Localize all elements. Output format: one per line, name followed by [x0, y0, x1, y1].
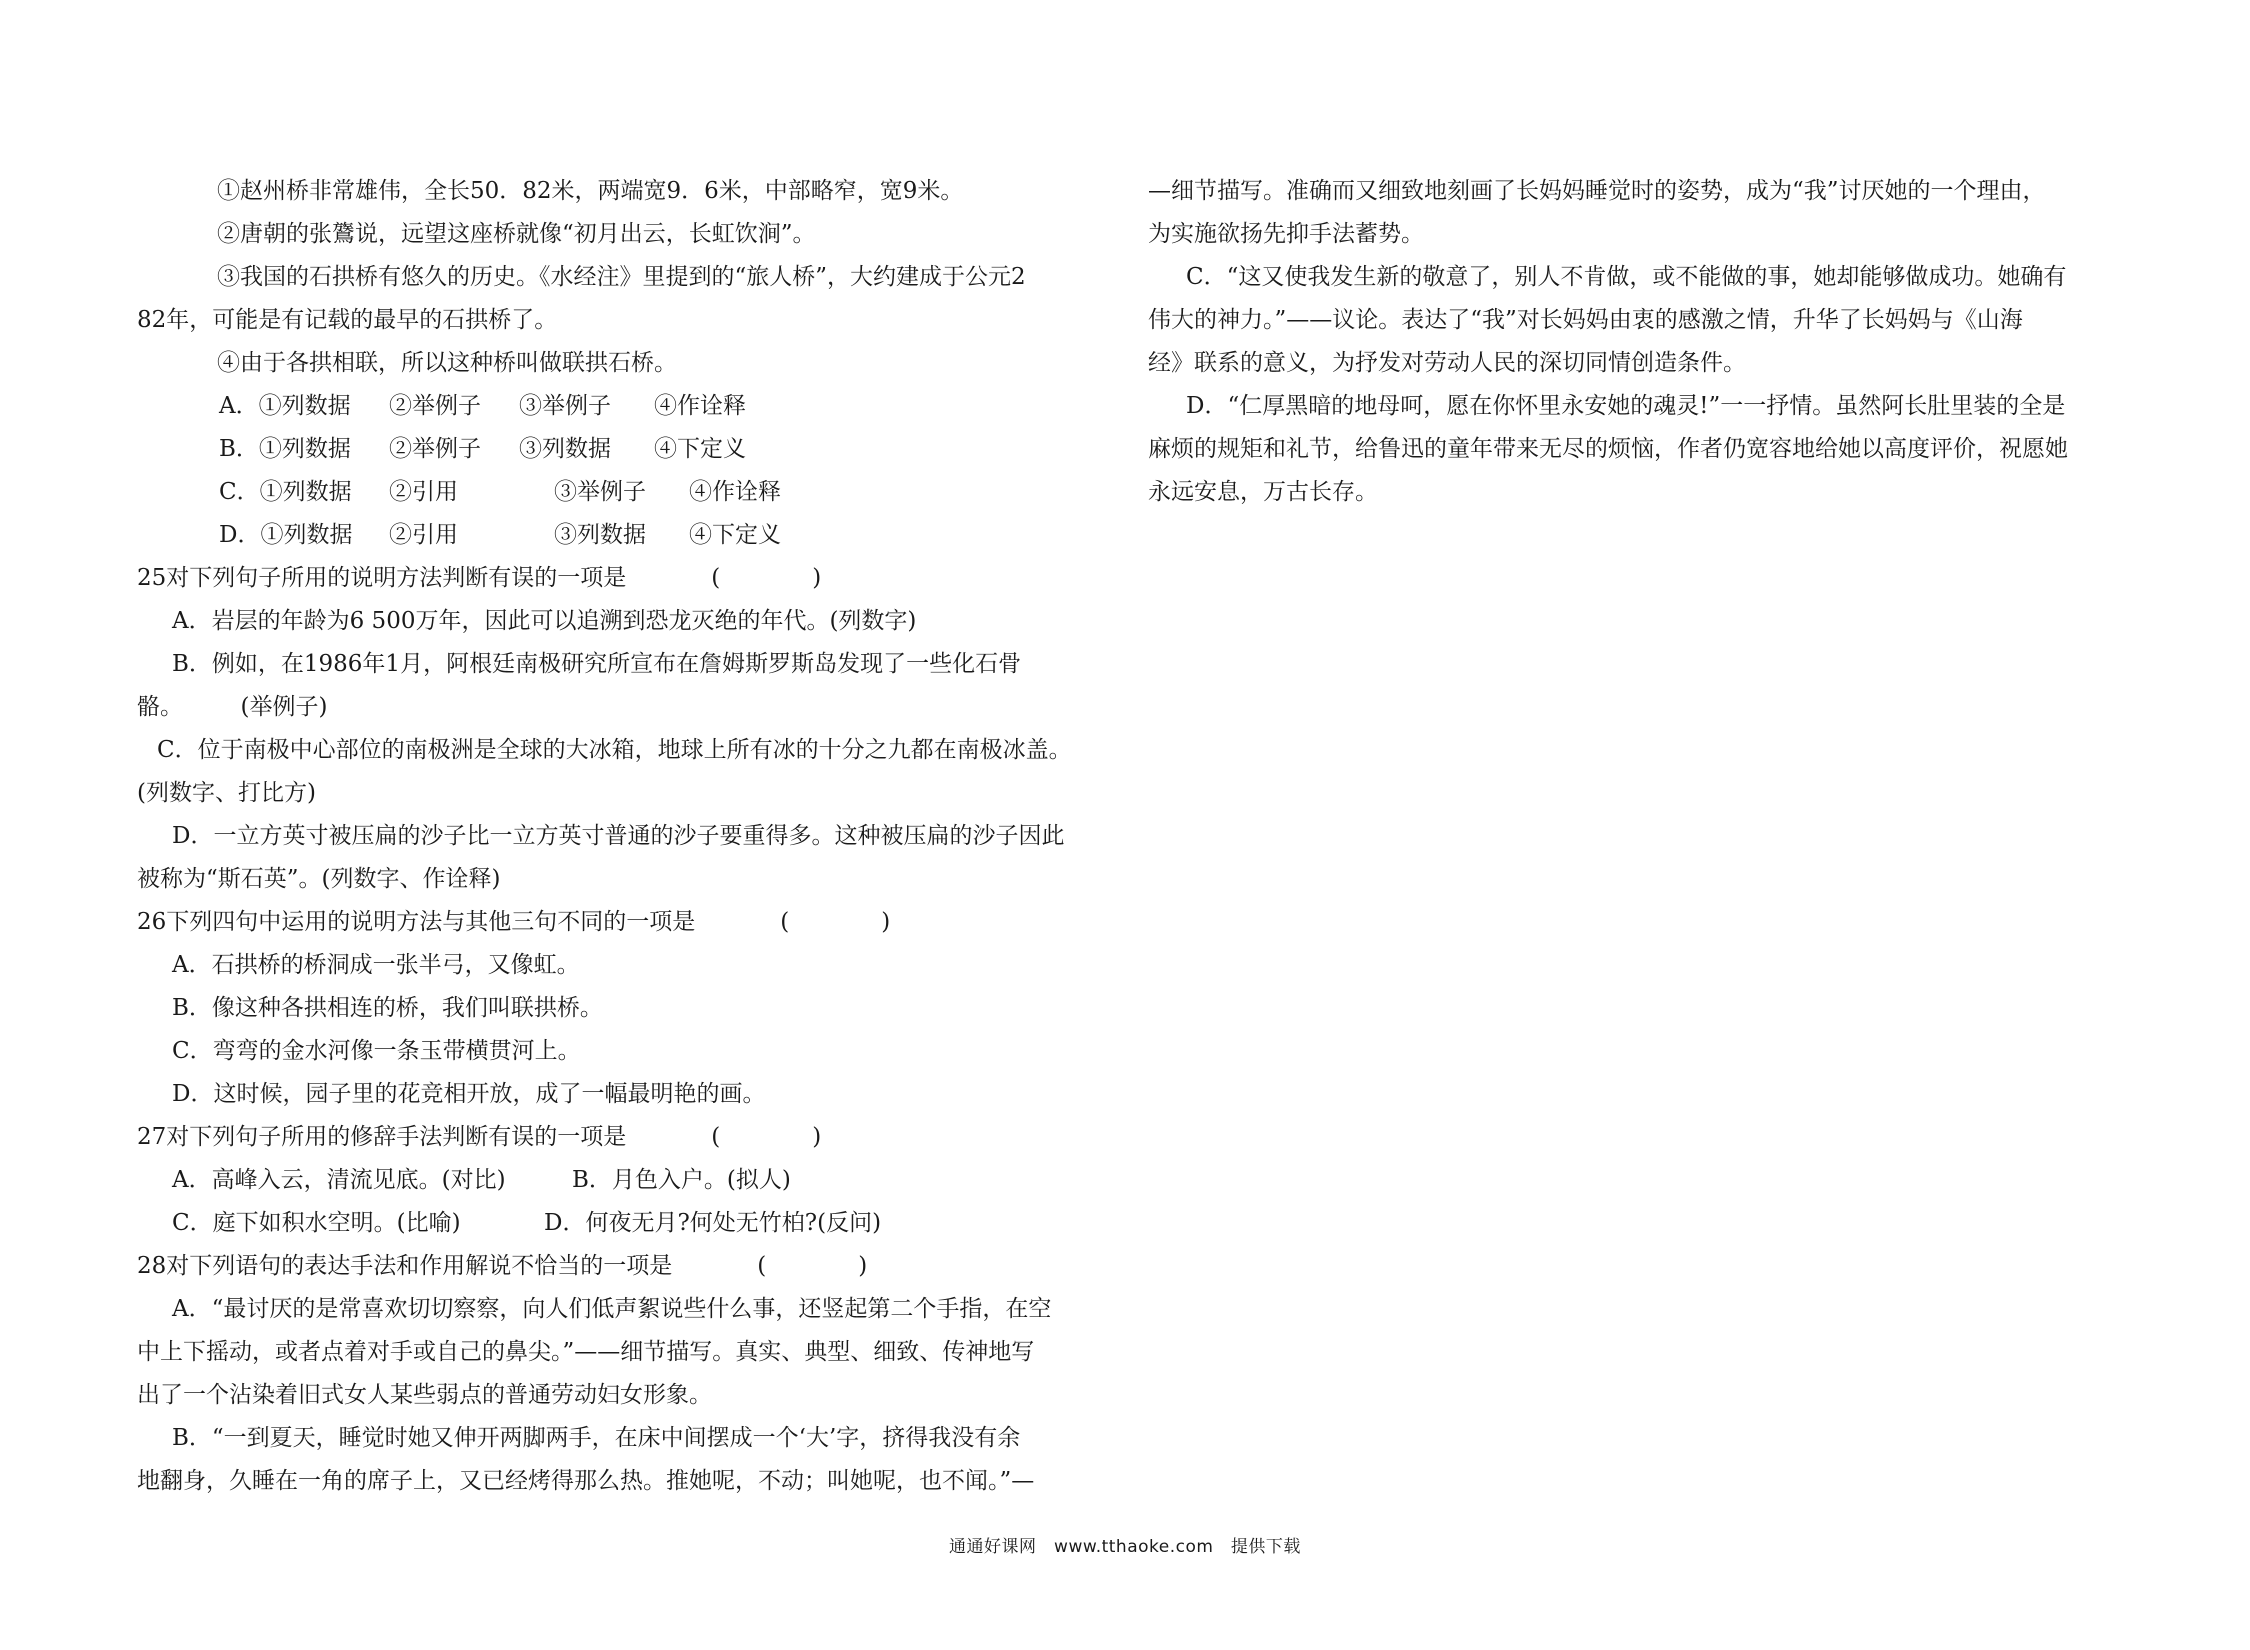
option-part-4: ④下定义: [689, 522, 781, 548]
q28-option-c-cont: 伟大的神力。”——议论。表达了“我”对长妈妈由衷的感激之情，升华了长妈妈与《山海: [1148, 307, 2023, 333]
q28-option-c[interactable]: C．“这又使我发生新的敬意了，别人不肯做，或不能做的事，她却能够做成功。她确有: [1186, 264, 2067, 290]
option-part-2: ②引用: [389, 522, 458, 548]
q28-option-b[interactable]: B．“一到夏天，睡觉时她又伸开两脚两手，在床中间摆成一个‘大’字，挤得我没有余: [172, 1425, 1021, 1451]
option-label: B．①列数据: [219, 436, 351, 462]
option-part-3: ③举例子: [554, 479, 646, 505]
q26-stem: [137, 901, 1122, 944]
q27-options-ab: [137, 1159, 1122, 1202]
q24-statement-2: ②唐朝的张鷟说，远望这座桥就像“初月出云，长虹饮涧”。: [217, 221, 816, 247]
q24-option-c[interactable]: [137, 471, 1122, 514]
q26-option-c[interactable]: C．弯弯的金水河像一条玉带横贯河上。: [172, 1038, 581, 1064]
q24-option-b[interactable]: [137, 428, 1122, 471]
q27-options-cd: [137, 1202, 1122, 1245]
q24-option-d[interactable]: [137, 514, 1122, 557]
option-part-4: ④作诠释: [654, 393, 746, 419]
q25-option-d[interactable]: D．一立方英寸被压扁的沙子比一立方英寸普通的沙子要重得多。这种被压扁的沙子因此: [172, 823, 1065, 849]
q25-option-b[interactable]: B．例如，在1986年1月，阿根廷南极研究所宣布在詹姆斯罗斯岛发现了一些化石骨: [172, 651, 1022, 677]
option-part-3: ③列数据: [554, 522, 646, 548]
option-label: C．①列数据: [219, 479, 352, 505]
q25-option-c[interactable]: C．位于南极中心部位的南极洲是全球的大冰箱，地球上所有冰的十分之九都在南极冰盖。: [157, 737, 1072, 763]
q28-option-d-cont: 麻烦的规矩和礼节，给鲁迅的童年带来无尽的烦恼，作者仍宽容地给她以高度评价，祝愿她: [1148, 436, 2068, 462]
q25-stem: [137, 557, 1122, 600]
q27-option-b[interactable]: B．月色入户。(拟人): [572, 1167, 791, 1193]
q25-option-a[interactable]: A．岩层的年龄为6 500万年，因此可以追溯到恐龙灭绝的年代。(列数字): [172, 608, 917, 634]
q24-statement-3: ③我国的石拱桥有悠久的历史。《水经注》里提到的“旅人桥”，大约建成于公元2: [217, 264, 1026, 290]
q27-stem: [137, 1116, 1122, 1159]
option-part-4: ④下定义: [654, 436, 746, 462]
q24-statement-1: ①赵州桥非常雄伟，全长50．82米，两端宽9．6米，中部略窄，宽9米。: [217, 178, 964, 204]
q28-option-a[interactable]: A．“最讨厌的是常喜欢切切察察，向人们低声絮说些什么事，还竖起第二个手指，在空: [172, 1296, 1052, 1322]
q24-statement-4: ④由于各拱相联，所以这种桥叫做联拱石桥。: [217, 350, 677, 376]
q26-option-b[interactable]: B．像这种各拱相连的桥，我们叫联拱桥。: [172, 995, 603, 1021]
question-stem-text: 28对下列语句的表达手法和作用解说不恰当的一项是: [137, 1253, 673, 1279]
option-part-2: ②举例子: [389, 436, 481, 462]
q28-option-b-cont: 地翻身，久睡在一角的席子上，又已经烤得那么热。推她呢，不动；叫她呢，也不闻。”—: [137, 1468, 1035, 1494]
q27-option-c[interactable]: C．庭下如积水空明。(比喻): [172, 1210, 461, 1236]
q28-option-c-cont-2: 经》联系的意义，为抒发对劳动人民的深切同情创造条件。: [1148, 350, 1746, 376]
page-footer: 通通好课网 www.tthaoke.com 提供下载: [949, 1537, 1301, 1557]
q28-stem: [137, 1245, 1122, 1288]
option-part-3: ③列数据: [519, 436, 611, 462]
q24-option-a[interactable]: [137, 385, 1122, 428]
answer-blank[interactable]: ( ): [711, 565, 822, 591]
option-label: A．①列数据: [219, 393, 351, 419]
q28-option-b-cont-3: 为实施欲扬先抑手法蓄势。: [1148, 221, 1424, 247]
q25-option-b-cont: 骼。 (举例子): [137, 694, 328, 720]
option-part-2: ②引用: [389, 479, 458, 505]
left-column: [137, 170, 1122, 1503]
answer-blank[interactable]: ( ): [757, 1253, 868, 1279]
option-part-3: ③举例子: [519, 393, 611, 419]
right-column: [1148, 170, 2128, 514]
question-stem-text: 27对下列句子所用的修辞手法判断有误的一项是: [137, 1124, 627, 1150]
q25-option-d-cont: 被称为“斯石英”。(列数字、作诠释): [137, 866, 501, 892]
q26-option-a[interactable]: A．石拱桥的桥洞成一张半弓，又像虹。: [172, 952, 580, 978]
q26-option-d[interactable]: D．这时候，园子里的花竞相开放，成了一幅最明艳的画。: [172, 1081, 766, 1107]
q27-option-a[interactable]: A．高峰入云，清流见底。(对比): [172, 1167, 506, 1193]
q25-option-c-cont: (列数字、打比方): [137, 780, 316, 806]
question-stem-text: 26下列四句中运用的说明方法与其他三句不同的一项是: [137, 909, 696, 935]
option-part-2: ②举例子: [389, 393, 481, 419]
q28-option-d[interactable]: D．“仁厚黑暗的地母呵，愿在你怀里永安她的魂灵!”一一抒情。虽然阿长肚里装的全是: [1186, 393, 2066, 419]
q28-option-b-cont-2: —细节描写。准确而又细致地刻画了长妈妈睡觉时的姿势，成为“我”讨厌她的一个理由，: [1148, 178, 2046, 204]
q28-option-a-cont-2: 出了一个沾染着旧式女人某些弱点的普通劳动妇女形象。: [137, 1382, 712, 1408]
question-stem-text: 25对下列句子所用的说明方法判断有误的一项是: [137, 565, 627, 591]
q28-option-a-cont: 中上下摇动，或者点着对手或自己的鼻尖。”——细节描写。真实、典型、细致、传神地写: [137, 1339, 1035, 1365]
answer-blank[interactable]: ( ): [780, 909, 891, 935]
q24-statement-3-cont: 82年，可能是有记载的最早的石拱桥了。: [137, 307, 558, 333]
option-part-4: ④作诠释: [689, 479, 781, 505]
q27-option-d[interactable]: D．何夜无月?何处无竹柏?(反问): [544, 1210, 882, 1236]
q28-option-d-cont-2: 永远安息，万古长存。: [1148, 479, 1378, 505]
answer-blank[interactable]: ( ): [711, 1124, 822, 1150]
option-label: D．①列数据: [219, 522, 353, 548]
